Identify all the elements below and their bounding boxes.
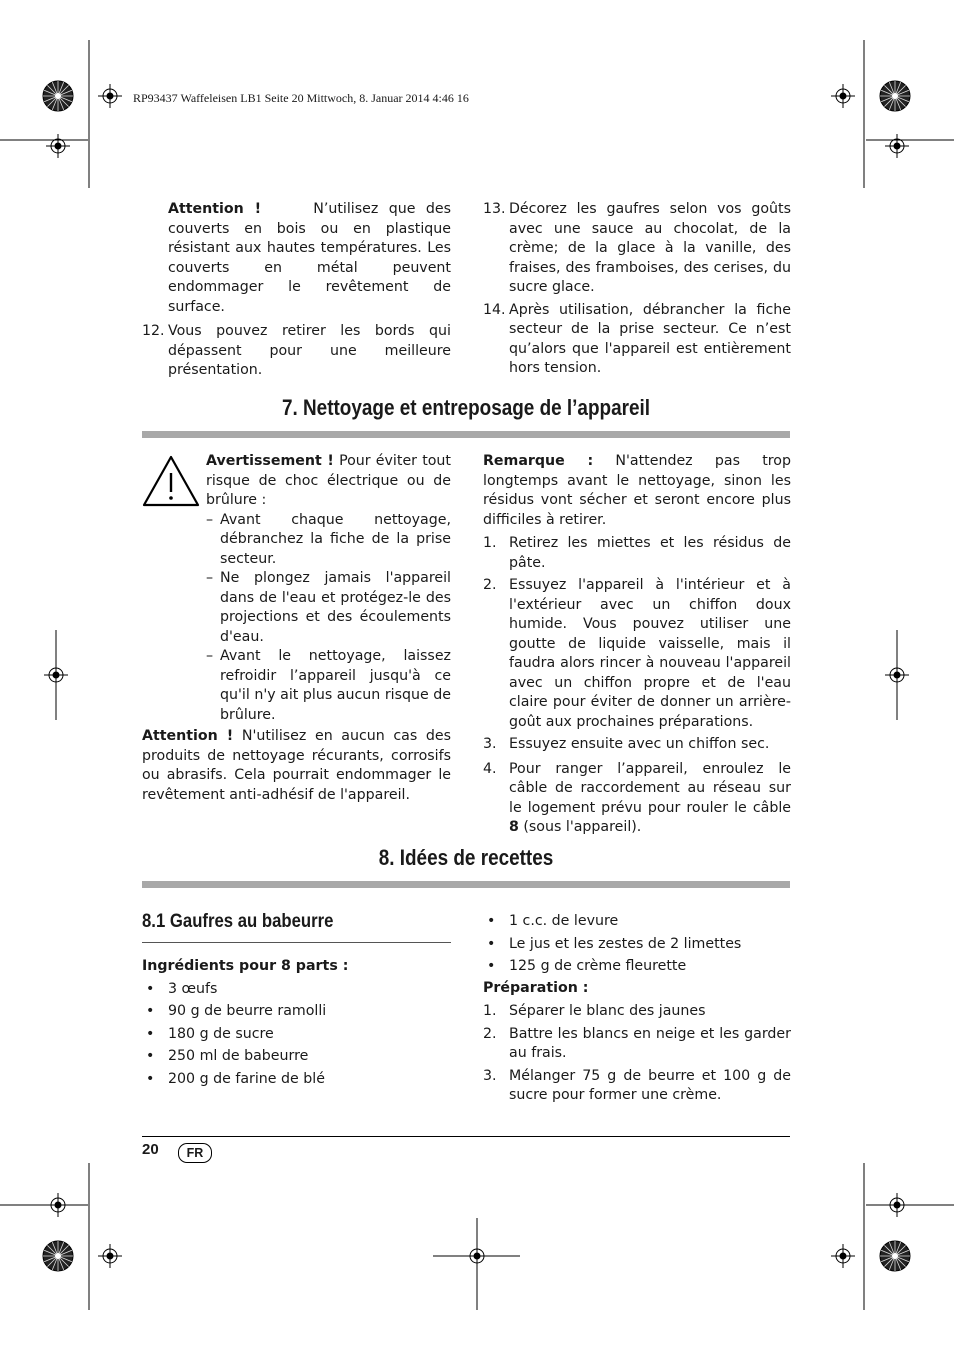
step-number: 3. xyxy=(483,1067,497,1084)
step-number: 12. xyxy=(142,323,165,339)
remark-paragraph xyxy=(483,452,791,530)
step-number: 2. xyxy=(483,1025,497,1042)
cleaning-step xyxy=(483,576,791,732)
step-text: Retirez les miettes et les résidus de pâte. xyxy=(509,535,791,571)
section-7-rule xyxy=(142,431,790,438)
bullet: • xyxy=(487,935,496,952)
ingredients-label xyxy=(142,957,451,977)
attention-text: N'utilisez en aucun cas des produits de nettoyage récurants, corrosifs ou abrasifs. Cela pourrait endommager le revêtement anti-adhésif de l'appareil. xyxy=(142,728,452,803)
ingredient-text: 3 œufs xyxy=(168,980,218,997)
attention-note xyxy=(142,200,451,317)
preparation-heading: Préparation : xyxy=(483,979,589,996)
ingredient-item xyxy=(483,912,791,932)
warning-label: Avertissement ! xyxy=(206,453,334,469)
step-number: 1. xyxy=(483,535,497,551)
print-slug: RP93437 Waffeleisen LB1 Seite 20 Mittwoch, 8. Januar 2014 4:46 16 xyxy=(133,91,469,105)
cleaning-step xyxy=(483,760,791,838)
ingredient-text: Le jus et les zestes de 2 limettes xyxy=(509,935,742,952)
bullet: • xyxy=(146,1048,155,1064)
warning-intro-text: Pour éviter tout risque de choc électrique ou de brûlure : xyxy=(206,453,451,508)
warning-item-text: Ne plongez jamais l'appareil dans de l'eau et protégez-le des projections et des écoulements d'eau. xyxy=(220,570,451,645)
footer-rule xyxy=(142,1136,790,1137)
warning-list xyxy=(142,511,451,726)
ingredient-item xyxy=(142,980,451,1000)
step-13 xyxy=(483,200,791,298)
ingredient-text: 180 g de sucre xyxy=(168,1025,274,1042)
warning-item xyxy=(206,647,451,725)
part-number: 8 xyxy=(509,819,519,835)
prep-step xyxy=(483,1067,791,1106)
recipe-subtitle: 8.1 Gaufres au babeurre xyxy=(142,911,334,932)
dash-marker: – xyxy=(206,570,214,586)
step-text: Décorez les gaufres selon vos goûts avec une sauce au chocolat, de la crème; de la glace à la vanille, des fraises, des framboises, des cerises, du sucre glace. xyxy=(509,201,791,295)
warning-item-text: Avant le nettoyage, laissez refroidir l’appareil jusqu'à ce qu'il n'y ait plus aucun risque de brûlure. xyxy=(220,648,451,723)
step-number: 1. xyxy=(483,1003,497,1019)
prep-step xyxy=(483,1025,791,1064)
warning-intro xyxy=(142,452,451,511)
section-7-title: 7. Nettoyage et entreposage de l’appareil xyxy=(281,395,650,420)
bullet: • xyxy=(146,1025,155,1042)
cleaning-step xyxy=(483,735,791,755)
ingredient-item xyxy=(142,1070,451,1090)
bullet: • xyxy=(487,958,496,974)
attention-label: Attention ! xyxy=(168,201,262,217)
ingredient-item xyxy=(142,1002,451,1022)
ingredient-item xyxy=(483,957,791,977)
ingredients-right xyxy=(483,912,791,1106)
ingredient-text: 1 c.c. de levure xyxy=(509,913,619,929)
cleaning-step xyxy=(483,534,791,573)
bullet: • xyxy=(146,1070,155,1087)
preparation-label xyxy=(483,979,791,999)
step-text-end: (sous l'appareil). xyxy=(518,819,642,835)
attention-text: N’utilisez que des couverts en bois ou en plastique résistant aux hautes températures. Les couverts en métal peuvent endommager le revêtement de surface. xyxy=(168,201,451,315)
ingredients-heading: Ingrédients pour 8 parts : xyxy=(142,958,349,974)
top-right-column xyxy=(483,200,791,379)
step-text: Pour ranger l’appareil, enroulez le câble de raccordement au réseau sur le logement prévu pour rouler le câble xyxy=(509,760,791,816)
ingredient-item xyxy=(483,935,791,955)
remark-block xyxy=(483,452,791,838)
step-text: Battre les blancs en neige et les garder au frais. xyxy=(509,1025,791,1061)
ingredients-left xyxy=(142,957,451,1089)
step-text: Séparer le blanc des jaunes xyxy=(509,1003,706,1019)
attention-abrasive xyxy=(142,727,451,805)
step-number: 2. xyxy=(483,577,497,593)
step-14 xyxy=(483,301,791,379)
step-number: 3. xyxy=(483,736,497,752)
bullet: • xyxy=(146,1003,155,1019)
bullet: • xyxy=(146,980,155,997)
remark-text: N'attendez pas trop longtemps avant le nettoyage, sinon les résidus vont sécher et seront encore plus difficiles à retirer. xyxy=(483,453,791,528)
attention-label: Attention ! xyxy=(142,728,234,744)
ingredient-text: 90 g de beurre ramolli xyxy=(168,1003,327,1019)
warning-item-text: Avant chaque nettoyage, débranchez la fiche de la prise secteur. xyxy=(220,511,451,567)
warning-block xyxy=(142,452,451,805)
ingredient-text: 125 g de crème fleurette xyxy=(509,958,687,974)
warning-item xyxy=(206,511,451,570)
ingredient-item xyxy=(142,1047,451,1067)
recipe-subtitle-rule xyxy=(142,942,451,943)
step-text: Vous pouvez retirer les bords qui dépassent pour une meilleure présentation. xyxy=(168,323,451,378)
warning-item xyxy=(206,569,451,647)
section-8-title: 8. Idées de recettes xyxy=(378,845,554,870)
top-left-column xyxy=(142,200,451,381)
page-number: 20 xyxy=(142,1141,159,1158)
prep-step xyxy=(483,1002,791,1022)
bullet: • xyxy=(487,913,496,929)
section-8-rule xyxy=(142,881,790,888)
ingredient-text: 200 g de farine de blé xyxy=(168,1070,325,1087)
dash-marker: – xyxy=(206,648,214,664)
step-text: Essuyez ensuite avec un chiffon sec. xyxy=(509,736,770,752)
remark-label: Remarque : xyxy=(483,453,594,469)
step-number: 4. xyxy=(483,760,497,777)
language-badge: FR xyxy=(178,1143,212,1163)
dash-marker: – xyxy=(206,511,214,528)
step-text: Après utilisation, débrancher la fiche secteur de la prise secteur. Ce n’est qu’alors que l'appareil est entièrement hors tension. xyxy=(509,301,791,376)
step-text: Mélanger 75 g de beurre et 100 g de sucre pour former une crème. xyxy=(509,1067,791,1103)
step-text: Essuyez l'appareil à l'intérieur et à l'extérieur avec un chiffon doux humide. Vous pouvez utiliser une goutte de liquide vaisselle, mais il faudra alors rincer à nouveau l'appareil avec un chiffon propre et de l'eau claire pour éviter de donner un arrière-goût aux prochaines préparations. xyxy=(509,577,791,730)
step-number: 13. xyxy=(483,201,506,217)
ingredient-item xyxy=(142,1025,451,1045)
step-12 xyxy=(142,322,451,381)
step-number: 14. xyxy=(483,301,506,318)
ingredient-text: 250 ml de babeurre xyxy=(168,1048,309,1064)
